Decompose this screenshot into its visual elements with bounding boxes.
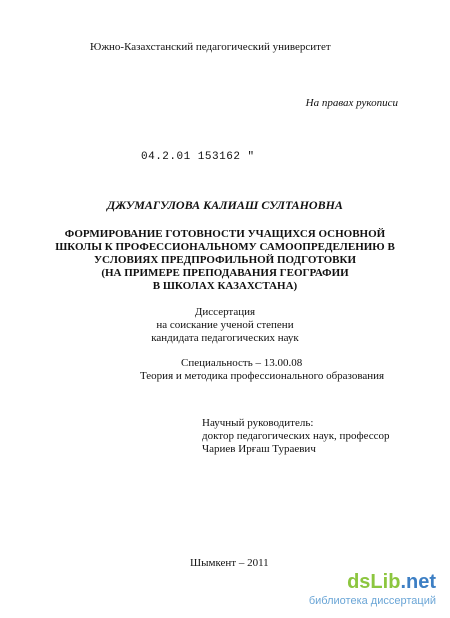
dissertation-title — [0, 228, 450, 293]
title-line: (НА ПРИМЕРЕ ПРЕПОДАВАНИЯ ГЕОГРАФИИ — [101, 267, 349, 279]
specialty-name: Теория и методика профессионального образования — [140, 370, 385, 382]
dslib-logo — [309, 571, 436, 593]
author-name: ДЖУМАГУЛОВА КАЛИАШ СУЛТАНОВНА — [107, 198, 343, 212]
registration-stamp: 04.2.01 153162 " — [141, 151, 255, 163]
degree-line: Диссертация — [194, 306, 256, 318]
city-year: Шымкент – 2011 — [190, 557, 269, 569]
logo-text-domain: .net — [400, 571, 436, 593]
adviser-line: доктор педагогических наук, профессор — [202, 430, 390, 442]
logo-text-main: dsLib — [347, 571, 401, 593]
specialty-code: Специальность – 13.00.08 — [181, 357, 303, 369]
title-line: В ШКОЛАХ КАЗАХСТАНА) — [152, 280, 298, 292]
degree-block — [0, 306, 450, 345]
manuscript-rights-note: На правах рукописи — [305, 97, 398, 109]
title-line: ШКОЛЫ К ПРОФЕССИОНАЛЬНОМУ САМООПРЕДЕЛЕНИЮ В — [55, 241, 395, 253]
title-line: ФОРМИРОВАНИЕ ГОТОВНОСТИ УЧАЩИХСЯ ОСНОВНОЙ — [64, 228, 386, 240]
degree-line: кандидата педагогических наук — [151, 332, 299, 344]
dslib-watermark[interactable] — [309, 571, 436, 608]
specialty-block — [140, 357, 385, 383]
adviser-line: Чариев Ирғаш Тураевич — [202, 443, 316, 455]
adviser-block — [202, 417, 390, 456]
title-line: УСЛОВИЯХ ПРЕДПРОФИЛЬНОЙ ПОДГОТОВКИ — [93, 254, 357, 266]
dslib-subtitle: библиотека диссертаций — [308, 595, 436, 607]
adviser-line: Научный руководитель: — [202, 417, 314, 429]
university-name: Южно-Казахстанский педагогический университет — [90, 41, 331, 53]
degree-line: на соискание ученой степени — [156, 319, 294, 331]
